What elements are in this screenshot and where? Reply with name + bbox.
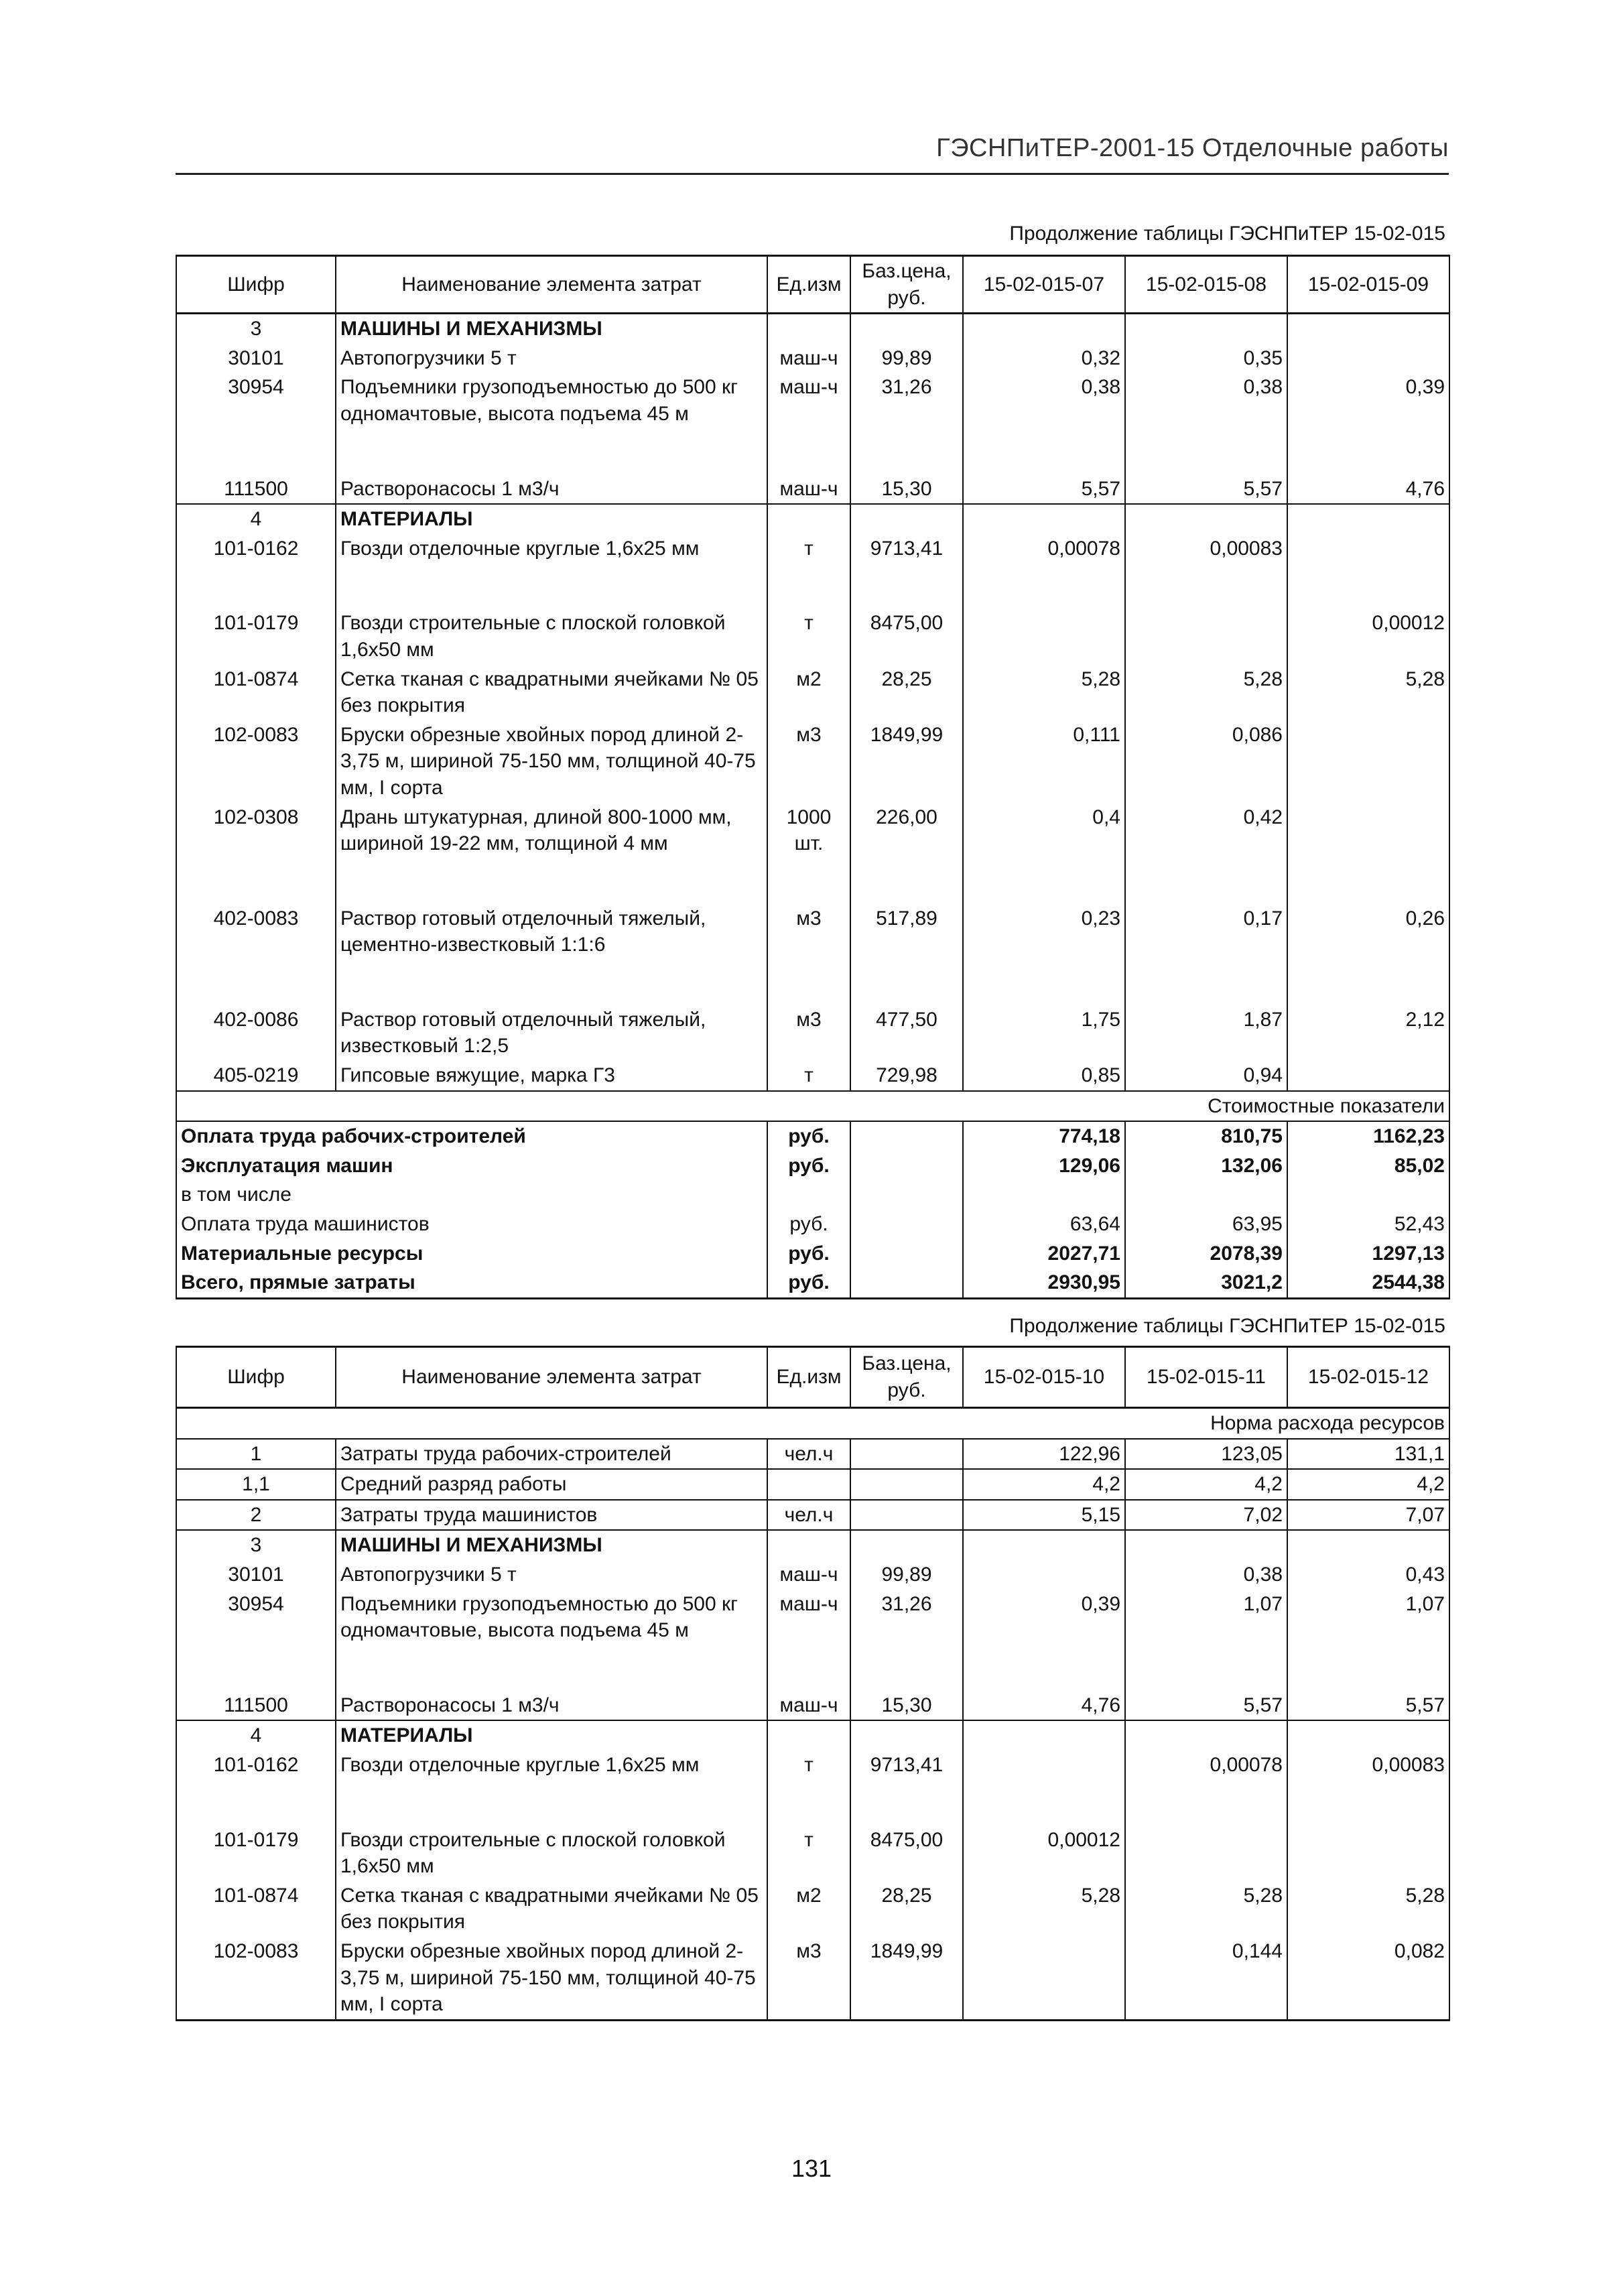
spacer-row [176, 563, 1449, 609]
cell-name: Растворонасосы 1 м3/ч [336, 1691, 767, 1721]
cell-name: Гвозди строительные с плоской головкой 1,6х50 мм [336, 609, 767, 664]
col-header-code: Шифр [176, 1347, 336, 1408]
cell-value-2: 1,87 [1125, 1005, 1287, 1061]
cell-price: 8475,00 [850, 1826, 963, 1881]
cell-unit: маш-ч [767, 373, 850, 428]
cell-price: 477,50 [850, 1005, 963, 1061]
cost-price [850, 1268, 963, 1298]
cost-unit: руб. [767, 1268, 850, 1298]
cell-name: Раствор готовый отделочный тяжелый, известковый 1:2,5 [336, 1005, 767, 1061]
cell-code: 30101 [176, 344, 336, 373]
cost-name: Всего, прямые затраты [176, 1268, 767, 1298]
col-header-name: Наименование элемента затрат [336, 256, 767, 314]
cell-price [850, 1500, 963, 1531]
cell-name: Гвозди отделочные круглые 1,6х25 мм [336, 534, 767, 564]
cell-unit: чел.ч [767, 1439, 850, 1470]
cell-value-1: 0,4 [963, 803, 1125, 858]
cost-unit: руб. [767, 1121, 850, 1151]
cost-row [176, 1121, 1449, 1151]
cost-name: Эксплуатация машин [176, 1151, 767, 1181]
cell-unit [767, 314, 850, 344]
cell-unit: маш-ч [767, 1691, 850, 1721]
cost-price [850, 1239, 963, 1269]
cell-name: Гвозди отделочные круглые 1,6х25 мм [336, 1750, 767, 1780]
cell-value-3: 0,43 [1287, 1560, 1449, 1590]
table-row [176, 609, 1449, 664]
cell-value-2: 5,57 [1125, 474, 1287, 505]
cell-unit: м3 [767, 1005, 850, 1061]
table-row [176, 1826, 1449, 1881]
table-row [176, 534, 1449, 564]
cell-value-1: 5,15 [963, 1500, 1125, 1531]
cell-value-1: 0,00012 [963, 1826, 1125, 1881]
cost-value-1: 774,18 [963, 1121, 1125, 1151]
cell-value-3: 0,00012 [1287, 609, 1449, 664]
cell-name: МАШИНЫ И МЕХАНИЗМЫ [336, 1530, 767, 1560]
cell-unit [767, 1720, 850, 1750]
cost-name: Оплата труда машинистов [176, 1210, 767, 1239]
col-header-price: Баз.цена, руб. [850, 256, 963, 314]
col-header-norm-07: 15-02-015-07 [963, 256, 1125, 314]
table-row [176, 720, 1449, 803]
table-row [176, 1720, 1449, 1750]
table-row [176, 1061, 1449, 1091]
cost-price [850, 1180, 963, 1210]
cost-value-1 [963, 1180, 1125, 1210]
cost-indicators-band [176, 1091, 1449, 1122]
cost-row [176, 1239, 1449, 1269]
cell-price: 28,25 [850, 665, 963, 720]
cost-value-1: 2027,71 [963, 1239, 1125, 1269]
cell-value-1 [963, 1937, 1125, 2020]
cell-value-1: 0,111 [963, 720, 1125, 803]
cell-value-2: 5,28 [1125, 1881, 1287, 1937]
cell-code: 101-0179 [176, 1826, 336, 1881]
cost-row [176, 1268, 1449, 1298]
cell-name: Автопогрузчики 5 т [336, 344, 767, 373]
cell-value-1 [963, 1720, 1125, 1750]
cell-value-2: 0,144 [1125, 1937, 1287, 2020]
cell-value-1: 4,76 [963, 1691, 1125, 1721]
cell-code: 102-0083 [176, 1937, 336, 2020]
cost-value-1: 2930,95 [963, 1268, 1125, 1298]
cost-unit: руб. [767, 1151, 850, 1181]
cell-unit [767, 1530, 850, 1560]
cell-value-2: 0,086 [1125, 720, 1287, 803]
cell-unit: 1000 шт. [767, 803, 850, 858]
col-header-norm-10: 15-02-015-10 [963, 1347, 1125, 1408]
cell-value-2: 123,05 [1125, 1439, 1287, 1470]
cell-value-1: 5,28 [963, 665, 1125, 720]
cell-unit: м3 [767, 904, 850, 960]
cell-unit [767, 504, 850, 534]
cost-name: Оплата труда рабочих-строителей [176, 1121, 767, 1151]
cell-value-1: 0,32 [963, 344, 1125, 373]
cost-row [176, 1180, 1449, 1210]
table-row [176, 344, 1449, 373]
table-row [176, 504, 1449, 534]
cost-unit [767, 1180, 850, 1210]
page-header-title: ГЭСНПиТЕР-2001-15 Отделочные работы [936, 134, 1449, 162]
cell-price: 15,30 [850, 1691, 963, 1721]
table-row [176, 1560, 1449, 1590]
cost-price [850, 1121, 963, 1151]
cell-name: МАШИНЫ И МЕХАНИЗМЫ [336, 314, 767, 344]
cell-code: 111500 [176, 474, 336, 505]
cell-value-2: 0,17 [1125, 904, 1287, 960]
cell-value-1 [963, 504, 1125, 534]
cell-code: 111500 [176, 1691, 336, 1721]
cell-code: 1,1 [176, 1469, 336, 1500]
cell-value-1: 0,00078 [963, 534, 1125, 564]
spacer-row [176, 1645, 1449, 1691]
cell-price: 99,89 [850, 1560, 963, 1590]
cell-code: 30101 [176, 1560, 336, 1590]
cost-price [850, 1151, 963, 1181]
cost-indicators-label: Стоимостные показатели [176, 1091, 1449, 1122]
cell-price: 1849,99 [850, 1937, 963, 2020]
cell-name: Раствор готовый отделочный тяжелый, цементно-известковый 1:1:6 [336, 904, 767, 960]
cell-value-3 [1287, 344, 1449, 373]
norm-band [176, 1408, 1449, 1439]
col-header-price: Баз.цена, руб. [850, 1347, 963, 1408]
cell-value-1: 1,75 [963, 1005, 1125, 1061]
cost-value-3: 85,02 [1287, 1151, 1449, 1181]
cell-value-2: 5,57 [1125, 1691, 1287, 1721]
cell-price [850, 504, 963, 534]
cell-value-3 [1287, 803, 1449, 858]
col-header-name: Наименование элемента затрат [336, 1347, 767, 1408]
table-row [176, 1937, 1449, 2020]
cell-value-1: 0,85 [963, 1061, 1125, 1091]
cell-value-1 [963, 1750, 1125, 1780]
cell-value-3: 4,2 [1287, 1469, 1449, 1500]
table-row [176, 1530, 1449, 1560]
cell-code: 30954 [176, 1590, 336, 1645]
cell-value-2 [1125, 504, 1287, 534]
table-row [176, 474, 1449, 505]
table-row [176, 1469, 1449, 1500]
spacer-row [176, 960, 1449, 1005]
spacer-row [176, 1780, 1449, 1826]
cost-value-3: 2544,38 [1287, 1268, 1449, 1298]
cell-code: 101-0874 [176, 665, 336, 720]
table-header-row [176, 1347, 1449, 1408]
cost-value-1: 63,64 [963, 1210, 1125, 1239]
col-header-unit: Ед.изм [767, 256, 850, 314]
cell-name: Затраты труда рабочих-строителей [336, 1439, 767, 1470]
cost-name: в том числе [176, 1180, 767, 1210]
cell-value-3: 0,00083 [1287, 1750, 1449, 1780]
cell-value-2: 0,38 [1125, 373, 1287, 428]
cell-value-3 [1287, 314, 1449, 344]
cost-value-2: 132,06 [1125, 1151, 1287, 1181]
cell-code: 4 [176, 1720, 336, 1750]
cell-value-1: 0,38 [963, 373, 1125, 428]
cell-value-2 [1125, 314, 1287, 344]
table-row [176, 803, 1449, 858]
table-row [176, 665, 1449, 720]
cell-value-3: 4,76 [1287, 474, 1449, 505]
cell-value-2: 7,02 [1125, 1500, 1287, 1531]
cell-unit [767, 1469, 850, 1500]
cell-price [850, 1720, 963, 1750]
cell-code: 1 [176, 1439, 336, 1470]
cell-value-3: 5,57 [1287, 1691, 1449, 1721]
cell-code: 402-0083 [176, 904, 336, 960]
cell-value-1 [963, 1560, 1125, 1590]
cell-name: Сетка тканая с квадратными ячейками № 05 без покрытия [336, 1881, 767, 1937]
cell-value-1: 0,39 [963, 1590, 1125, 1645]
cell-unit: м3 [767, 1937, 850, 2020]
cell-value-2 [1125, 1530, 1287, 1560]
spacer-row [176, 858, 1449, 904]
cell-price: 729,98 [850, 1061, 963, 1091]
cell-code: 102-0308 [176, 803, 336, 858]
cell-value-2: 0,35 [1125, 344, 1287, 373]
cell-value-3: 0,39 [1287, 373, 1449, 428]
norm-band-label: Норма расхода ресурсов [176, 1408, 1449, 1439]
page-number: 131 [791, 2155, 832, 2182]
cell-value-1 [963, 314, 1125, 344]
cell-code: 30954 [176, 373, 336, 428]
cell-name: Дрань штукатурная, длиной 800-1000 мм, шириной 19-22 мм, толщиной 4 мм [336, 803, 767, 858]
cell-value-2: 5,28 [1125, 665, 1287, 720]
table-row [176, 1691, 1449, 1721]
cell-code: 101-0179 [176, 609, 336, 664]
cell-code: 402-0086 [176, 1005, 336, 1061]
cell-code: 2 [176, 1500, 336, 1531]
cell-price [850, 1439, 963, 1470]
cell-value-3 [1287, 1720, 1449, 1750]
cell-unit: м2 [767, 1881, 850, 1937]
table-row [176, 1005, 1449, 1061]
cell-value-3: 5,28 [1287, 665, 1449, 720]
cell-price: 9713,41 [850, 1750, 963, 1780]
header-rule [176, 173, 1449, 175]
cell-value-1: 5,28 [963, 1881, 1125, 1937]
cell-value-3: 2,12 [1287, 1005, 1449, 1061]
cell-name: Средний разряд работы [336, 1469, 767, 1500]
cost-row [176, 1151, 1449, 1181]
cost-price [850, 1210, 963, 1239]
table-row [176, 1750, 1449, 1780]
table-row [176, 373, 1449, 428]
cell-code: 101-0162 [176, 534, 336, 564]
cell-unit: т [767, 609, 850, 664]
col-header-code: Шифр [176, 256, 336, 314]
table-row [176, 1439, 1449, 1470]
cell-value-2: 1,07 [1125, 1590, 1287, 1645]
cell-unit: т [767, 1826, 850, 1881]
cell-price [850, 314, 963, 344]
cell-price [850, 1469, 963, 1500]
cost-unit: руб. [767, 1239, 850, 1269]
cell-value-1: 4,2 [963, 1469, 1125, 1500]
cost-unit: руб. [767, 1210, 850, 1239]
cell-name: Растворонасосы 1 м3/ч [336, 474, 767, 505]
cell-code: 101-0874 [176, 1881, 336, 1937]
cell-price: 15,30 [850, 474, 963, 505]
cost-value-3: 1297,13 [1287, 1239, 1449, 1269]
cell-unit: м2 [767, 665, 850, 720]
cost-value-2: 2078,39 [1125, 1239, 1287, 1269]
cell-unit: маш-ч [767, 1590, 850, 1645]
cell-code: 3 [176, 1530, 336, 1560]
cell-price: 517,89 [850, 904, 963, 960]
table-row [176, 1881, 1449, 1937]
cost-value-3: 1162,23 [1287, 1121, 1449, 1151]
cell-unit: т [767, 1061, 850, 1091]
cell-price: 226,00 [850, 803, 963, 858]
cell-value-2 [1125, 1720, 1287, 1750]
cell-name: Бруски обрезные хвойных пород длиной 2-3,75 м, шириной 75-150 мм, толщиной 40-75 мм, I сорта [336, 720, 767, 803]
spacer-row [176, 429, 1449, 474]
cost-value-2: 810,75 [1125, 1121, 1287, 1151]
cell-name: МАТЕРИАЛЫ [336, 1720, 767, 1750]
table-row [176, 1590, 1449, 1645]
resource-table-2 [176, 1346, 1450, 2021]
cell-name: Гипсовые вяжущие, марка Г3 [336, 1061, 767, 1091]
cell-name: Подъемники грузоподъемностью до 500 кг одномачтовые, высота подъема 45 м [336, 373, 767, 428]
cell-value-2: 0,38 [1125, 1560, 1287, 1590]
cell-value-3: 5,28 [1287, 1881, 1449, 1937]
cell-code: 4 [176, 504, 336, 534]
cell-code: 3 [176, 314, 336, 344]
cell-value-2: 0,00083 [1125, 534, 1287, 564]
cell-name: МАТЕРИАЛЫ [336, 504, 767, 534]
cell-value-3 [1287, 1826, 1449, 1881]
col-header-norm-12: 15-02-015-12 [1287, 1347, 1449, 1408]
cell-value-3 [1287, 1530, 1449, 1560]
cell-value-3: 0,26 [1287, 904, 1449, 960]
cell-unit: маш-ч [767, 474, 850, 505]
table-row [176, 1500, 1449, 1531]
cell-unit: м3 [767, 720, 850, 803]
cost-name: Материальные ресурсы [176, 1239, 767, 1269]
cost-value-3 [1287, 1180, 1449, 1210]
col-header-unit: Ед.изм [767, 1347, 850, 1408]
cell-code: 405-0219 [176, 1061, 336, 1091]
cell-name: Затраты труда машинистов [336, 1500, 767, 1531]
cost-value-2: 63,95 [1125, 1210, 1287, 1239]
cell-value-2: 4,2 [1125, 1469, 1287, 1500]
cell-unit: маш-ч [767, 1560, 850, 1590]
resource-table-1 [176, 255, 1450, 1299]
cell-price: 9713,41 [850, 534, 963, 564]
cell-price: 1849,99 [850, 720, 963, 803]
cell-value-1: 0,23 [963, 904, 1125, 960]
cell-unit: чел.ч [767, 1500, 850, 1531]
cell-price: 28,25 [850, 1881, 963, 1937]
cell-value-2 [1125, 1826, 1287, 1881]
cell-value-3: 7,07 [1287, 1500, 1449, 1531]
cell-price: 8475,00 [850, 609, 963, 664]
cell-code: 102-0083 [176, 720, 336, 803]
cell-value-2: 0,42 [1125, 803, 1287, 858]
cell-name: Автопогрузчики 5 т [336, 1560, 767, 1590]
cell-value-1 [963, 1530, 1125, 1560]
cell-name: Гвозди строительные с плоской головкой 1,6х50 мм [336, 1826, 767, 1881]
cell-price [850, 1530, 963, 1560]
cell-value-3 [1287, 534, 1449, 564]
cell-value-2: 0,94 [1125, 1061, 1287, 1091]
col-header-norm-08: 15-02-015-08 [1125, 256, 1287, 314]
table-row [176, 314, 1449, 344]
cell-value-3: 1,07 [1287, 1590, 1449, 1645]
cell-value-3 [1287, 720, 1449, 803]
cell-name: Бруски обрезные хвойных пород длиной 2-3,75 м, шириной 75-150 мм, толщиной 40-75 мм, I сорта [336, 1937, 767, 2020]
cell-value-1: 122,96 [963, 1439, 1125, 1470]
table-row [176, 904, 1449, 960]
col-header-norm-11: 15-02-015-11 [1125, 1347, 1287, 1408]
cell-value-2: 0,00078 [1125, 1750, 1287, 1780]
cost-value-2: 3021,2 [1125, 1268, 1287, 1298]
cell-unit: маш-ч [767, 344, 850, 373]
cost-value-1: 129,06 [963, 1151, 1125, 1181]
cell-unit: т [767, 1750, 850, 1780]
cost-value-3: 52,43 [1287, 1210, 1449, 1239]
cell-value-1 [963, 609, 1125, 664]
cell-value-3 [1287, 1061, 1449, 1091]
cell-price: 31,26 [850, 373, 963, 428]
table2-caption: Продолжение таблицы ГЭСНПиТЕР 15-02-015 [1009, 1315, 1445, 1337]
table1-caption: Продолжение таблицы ГЭСНПиТЕР 15-02-015 [1009, 222, 1445, 245]
cell-value-1: 5,57 [963, 474, 1125, 505]
cost-row [176, 1210, 1449, 1239]
cell-value-2 [1125, 609, 1287, 664]
cell-code: 101-0162 [176, 1750, 336, 1780]
cell-name: Подъемники грузоподъемностью до 500 кг одномачтовые, высота подъема 45 м [336, 1590, 767, 1645]
cost-value-2 [1125, 1180, 1287, 1210]
cell-value-3 [1287, 504, 1449, 534]
cell-value-3: 131,1 [1287, 1439, 1449, 1470]
table-header-row [176, 256, 1449, 314]
cell-name: Сетка тканая с квадратными ячейками № 05 без покрытия [336, 665, 767, 720]
cell-value-3: 0,082 [1287, 1937, 1449, 2020]
cell-unit: т [767, 534, 850, 564]
cell-price: 99,89 [850, 344, 963, 373]
col-header-norm-09: 15-02-015-09 [1287, 256, 1449, 314]
cell-price: 31,26 [850, 1590, 963, 1645]
